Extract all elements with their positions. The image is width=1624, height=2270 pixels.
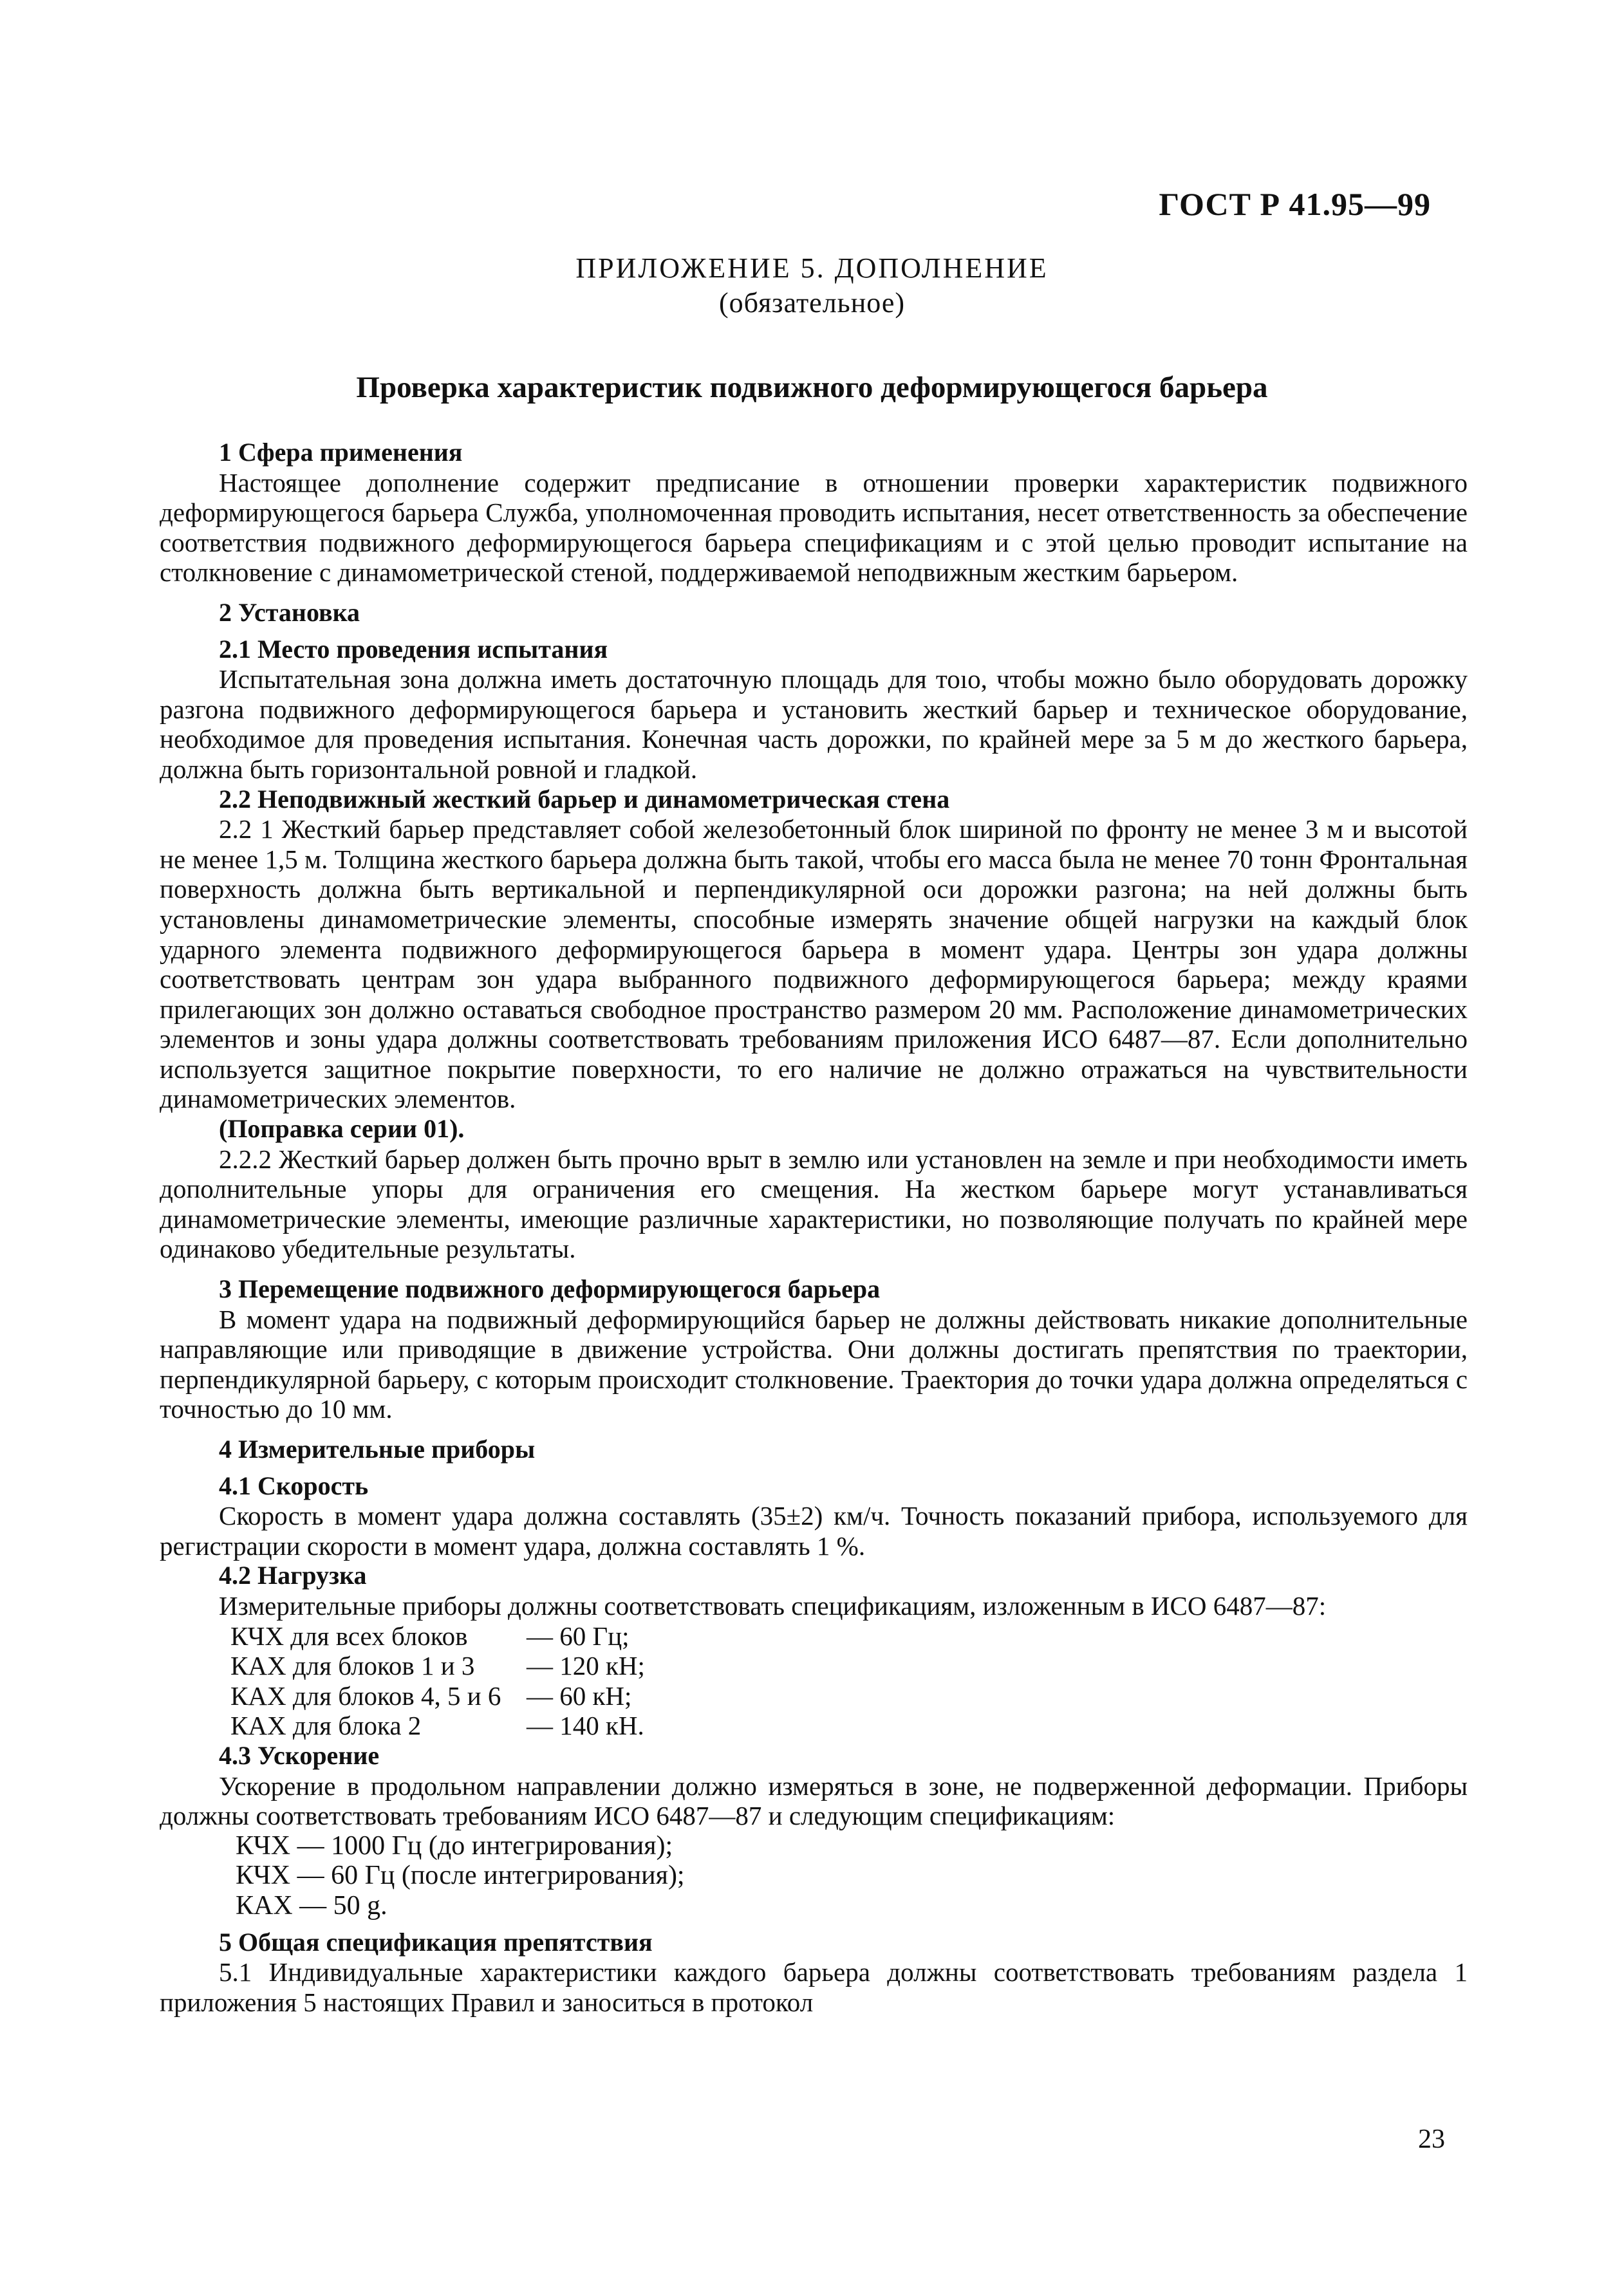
- spec-value: — 60 Гц;: [527, 1621, 630, 1651]
- section-4-2-paragraph: Измерительные приборы должны соответствовать спецификациям, изложенным в ИСО 6487—87:: [219, 1590, 1327, 1621]
- spec-value: — 60 кН;: [527, 1680, 632, 1711]
- acceleration-spec-list: [160, 1831, 1468, 1921]
- spec-line: КЧХ — 60 Гц (после интегрирования);: [236, 1861, 685, 1891]
- section-4-heading: 4 Измерительные приборы: [219, 1435, 536, 1464]
- section-4-2-heading: 4.2 Нагрузка: [219, 1561, 367, 1590]
- spec-label: КАХ для блока 2: [230, 1711, 422, 1741]
- load-spec-list: [160, 1621, 1468, 1741]
- section-5-heading: 5 Общая спецификация препятствия: [219, 1927, 653, 1957]
- spec-label: КЧХ для всех блоков: [230, 1621, 468, 1651]
- page-number: 23: [1418, 2125, 1445, 2154]
- spec-row: [230, 1651, 1468, 1681]
- spec-label: КАХ для блоков 1 и 3: [230, 1651, 475, 1681]
- section-2-2-1-paragraph: 2.2 1 Жесткий барьер представляет собой железобетонный блок шириной по фронту не менее 3 м и высотой не менее 1,5 м. Толщина жесткого барьера должна быть такой, чтобы его масса была не менее 70 тонн Фронтальная поверхность должна быть вертикальной и перпендикулярной оси дорожки разгона; на ней должны быть установлены динамометрические элементы, способные измерять значение общей нагрузки на каждый блок ударного элемента подвижного деформирующегося барьера в момент удара. Центры зон удара должны соответствовать центрам зон удара выбранного подвижного деформирующегося барьера; между краями прилегающих зон должно оставаться свободное пространство размером 20 мм. Расположение динамометрических элементов и зоны удара должны соответствовать требованиям приложения ИСО 6487—87. Если дополнительно используется защитное покрытие поверхности, то его наличие не должно отражаться на чувствительности динамометрических элементов.: [160, 814, 1468, 1114]
- spec-line: КАХ — 50 g.: [236, 1890, 387, 1921]
- section-2-2-heading: 2.2 Неподвижный жесткий барьер и динамометрическая стена: [219, 784, 950, 814]
- section-3-paragraph: В момент удара на подвижный деформирующийся барьер не должны действовать никакие дополнительные направляющие или приводящие в движение устройства. Они должны достигать препятствия по траектории, перпендикулярной барьеру, с которым происходит столкновение. Траектория до точки удара должна определяться с точностью до 10 мм.: [160, 1304, 1468, 1424]
- section-2-2-2-paragraph: 2.2.2 Жесткий барьер должен быть прочно врыт в землю или установлен на земле и при необходимости иметь дополнительные упоры для ограничения его смещения. На жестком барьере могут устанавливаться динамометрические элементы, имеющие различные характеристики, но позволяющие получать по крайней мере одинаково убедительные результаты.: [160, 1144, 1468, 1264]
- spec-value: — 140 кН.: [527, 1711, 644, 1741]
- amendment-note: (Поправка серии 01).: [219, 1114, 465, 1144]
- spec-row: [230, 1681, 1468, 1711]
- section-1-paragraph: Настоящее дополнение содержит предписание в отношении проверки характеристик подвижного деформирующегося барьера Служба, уполномоченная проводить испытания, несет ответственность за обеспечение соответствия подвижного деформирующегося барьера спецификациям и с этой целью проводит испытание на столкновение с динамометрической стеной, поддерживаемой неподвижным жестким барьером.: [160, 467, 1468, 588]
- appendix-header: [0, 251, 1624, 321]
- section-4-3-paragraph: Ускорение в продольном направлении должно измеряться в зоне, не подверженной деформации. Приборы должны соответствовать требованиям ИСО 6487—87 и следующим спецификациям:: [160, 1771, 1468, 1831]
- section-2-heading: 2 Установка: [219, 597, 360, 627]
- section-1-heading: 1 Сфера применения: [219, 438, 463, 467]
- section-3-heading: 3 Перемещение подвижного деформирующегося барьера: [219, 1274, 881, 1304]
- document-title: Проверка характеристик подвижного деформирующегося барьера: [356, 371, 1268, 404]
- spec-label: КАХ для блоков 4, 5 и 6: [230, 1680, 501, 1711]
- section-5-1-paragraph: 5.1 Индивидуальные характеристики каждого барьера должны соответствовать требованиям раздела 1 приложения 5 настоящих Правил и заноситься в протокол: [160, 1957, 1468, 2017]
- section-4-1-heading: 4.1 Скорость: [219, 1471, 369, 1500]
- standard-number: ГОСТ Р 41.95—99: [1159, 186, 1431, 222]
- appendix-title: ПРИЛОЖЕНИЕ 5. ДОПОЛНЕНИЕ: [575, 252, 1049, 284]
- spec-line: КЧХ — 1000 Гц (до интегрирования);: [236, 1830, 673, 1861]
- spec-row: [230, 1621, 1468, 1651]
- section-4-1-paragraph: Скорость в момент удара должна составлять (35±2) км/ч. Точность показаний прибора, используемого для регистрации скорости в момент удара, должна составлять 1 %.: [160, 1501, 1468, 1561]
- spec-row: [230, 1711, 1468, 1741]
- spec-value: — 120 кН;: [527, 1651, 645, 1681]
- section-4-3-heading: 4.3 Ускорение: [219, 1740, 380, 1770]
- section-2-1-paragraph: Испытательная зона должна иметь достаточную площадь для тоıо, чтобы можно было оборудовать дорожку разгона подвижного деформирующегося барьера и установить жесткий барьер и техническое оборудование, необходимое для проведения испытания. Конечная часть дорожки, по крайней мере за 5 м до жесткого барьера, должна быть горизонтальной ровной и гладкой.: [160, 664, 1468, 784]
- section-2-1-heading: 2.1 Место проведения испытания: [219, 634, 608, 664]
- document-body: [160, 438, 1468, 2017]
- appendix-subtitle: (обязательное): [719, 287, 905, 319]
